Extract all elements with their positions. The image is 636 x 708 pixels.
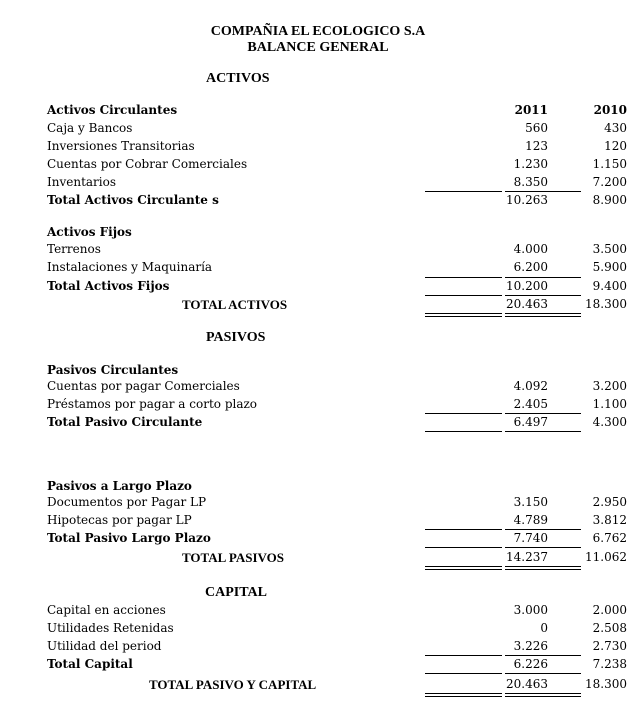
table-row (47, 242, 627, 260)
underline (425, 413, 502, 414)
underline (505, 191, 581, 192)
row-label: Caja y Bancos (47, 121, 133, 135)
underline (505, 431, 581, 432)
table-row (47, 139, 627, 157)
value-2010: 2.000 (592, 603, 627, 617)
total-2010: 9.400 (592, 279, 627, 293)
underline (505, 277, 581, 278)
row-label: Utilidad del period (47, 639, 162, 653)
double-underline (505, 313, 581, 314)
value-2011: 3.226 (513, 639, 548, 653)
double-underline (425, 569, 502, 570)
report-title: BALANCE GENERAL (247, 40, 389, 55)
total-2010: 18.300 (585, 677, 627, 691)
section-heading-row (47, 225, 587, 243)
row-label: Capital en acciones (47, 603, 166, 617)
value-2011: 6.200 (513, 260, 548, 274)
double-underline (505, 569, 581, 570)
underline (505, 673, 581, 674)
underline (425, 655, 502, 656)
year-2010: 2010 (593, 103, 627, 117)
double-underline (425, 566, 502, 567)
table-row (47, 260, 627, 278)
value-2011: 8.350 (513, 175, 548, 189)
double-underline (425, 316, 502, 317)
total-2011: 6.226 (513, 657, 548, 671)
underline (505, 655, 581, 656)
section-capital: CAPITAL (205, 585, 267, 600)
company-name: COMPAÑIA EL ECOLOGICO S.A (210, 24, 426, 39)
value-2010: 2.508 (592, 621, 627, 635)
total-2011: 10.263 (506, 193, 548, 207)
value-2010: 7.200 (592, 175, 627, 189)
value-2011: 2.405 (513, 397, 548, 411)
value-2010: 430 (604, 121, 627, 135)
row-label: Cuentas por Cobrar Comerciales (47, 157, 248, 171)
value-2010: 3.812 (592, 513, 627, 527)
total-2010: 6.762 (592, 531, 627, 545)
total-label: Total Pasivo Largo Plazo (47, 531, 211, 545)
value-2011: 560 (525, 121, 548, 135)
table-row (47, 121, 627, 139)
underline (425, 277, 502, 278)
underline (505, 413, 581, 414)
row-label: Documentos por Pagar LP (47, 495, 207, 509)
row-label: Utilidades Retenidas (47, 621, 174, 635)
pasivos-circulantes-heading: Pasivos Circulantes (47, 363, 179, 377)
underline (505, 295, 581, 296)
value-2010: 5.900 (592, 260, 627, 274)
total-2011: 14.237 (506, 550, 548, 564)
activos-circulantes-heading: Activos Circulantes (47, 103, 178, 117)
row-label: Inventarios (47, 175, 117, 189)
total-2010: 7.238 (592, 657, 627, 671)
total-2011: 20.463 (506, 677, 548, 691)
underline (425, 547, 502, 548)
underline (505, 547, 581, 548)
total-2010: 18.300 (585, 297, 627, 311)
value-2010: 3.200 (592, 379, 627, 393)
value-2011: 123 (525, 139, 548, 153)
total-activos-label: TOTAL ACTIVOS (182, 297, 288, 312)
table-row (47, 603, 627, 621)
row-label: Inversiones Transitorias (47, 139, 195, 153)
section-pasivos: PASIVOS (206, 330, 266, 345)
value-2010: 2.730 (592, 639, 627, 653)
double-underline (505, 696, 581, 697)
double-underline (505, 693, 581, 694)
value-2010: 1.150 (592, 157, 627, 171)
row-label: Préstamos por pagar a corto plazo (47, 397, 258, 411)
value-2011: 3.000 (513, 603, 548, 617)
underline (425, 529, 502, 530)
row-label: Terrenos (47, 242, 101, 256)
total-label: Total Capital (47, 657, 133, 671)
total-2010: 4.300 (592, 415, 627, 429)
value-2011: 0 (540, 621, 548, 635)
row-label: Instalaciones y Maquinaría (47, 260, 213, 274)
underline (505, 529, 581, 530)
row-label: Hipotecas por pagar LP (47, 513, 192, 527)
section-activos: ACTIVOS (206, 71, 270, 86)
table-row (47, 379, 627, 397)
value-2011: 3.150 (513, 495, 548, 509)
underline (425, 191, 502, 192)
total-2011: 6.497 (513, 415, 548, 429)
underline (425, 295, 502, 296)
row-label: Cuentas por pagar Comerciales (47, 379, 240, 393)
double-underline (425, 696, 502, 697)
total-2011: 10.200 (506, 279, 548, 293)
value-2010: 3.500 (592, 242, 627, 256)
total-row (47, 193, 627, 211)
total-pasivo-capital-label: TOTAL PASIVO Y CAPITAL (149, 677, 317, 692)
header-row (47, 103, 627, 121)
table-row (47, 621, 627, 639)
total-pasivos-label: TOTAL PASIVOS (182, 550, 284, 565)
value-2011: 4.789 (513, 513, 548, 527)
total-2011: 7.740 (513, 531, 548, 545)
total-2011: 20.463 (506, 297, 548, 311)
underline (425, 673, 502, 674)
value-2011: 4.000 (513, 242, 548, 256)
double-underline (425, 313, 502, 314)
value-2010: 120 (604, 139, 627, 153)
total-2010: 11.062 (585, 550, 627, 564)
total-2010: 8.900 (592, 193, 627, 207)
table-row (47, 495, 627, 513)
total-label: Total Pasivo Circulante (47, 415, 203, 429)
value-2010: 1.100 (592, 397, 627, 411)
pasivos-largo-plazo-heading: Pasivos a Largo Plazo (47, 479, 192, 493)
year-2011: 2011 (514, 103, 548, 117)
underline (425, 431, 502, 432)
double-underline (505, 566, 581, 567)
table-row (47, 157, 627, 175)
double-underline (425, 693, 502, 694)
value-2011: 4.092 (513, 379, 548, 393)
value-2011: 1.230 (513, 157, 548, 171)
total-label: Total Activos Circulante s (47, 193, 219, 207)
activos-fijos-heading: Activos Fijos (47, 225, 132, 239)
total-label: Total Activos Fijos (47, 279, 170, 293)
value-2010: 2.950 (592, 495, 627, 509)
double-underline (505, 316, 581, 317)
